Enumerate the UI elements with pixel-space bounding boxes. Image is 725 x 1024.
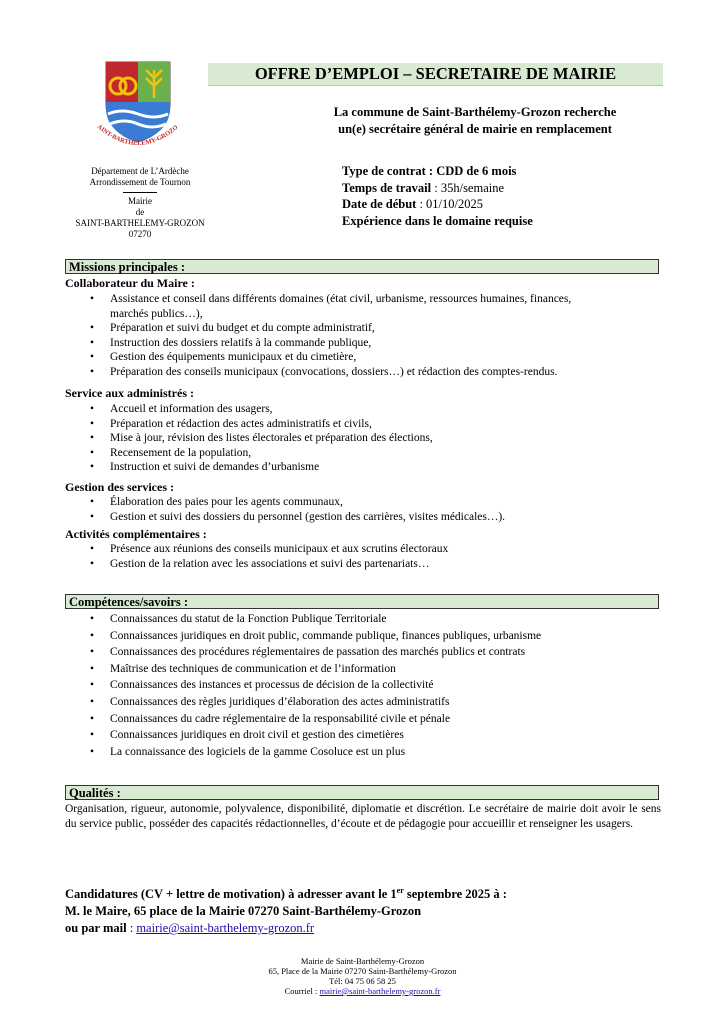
list-item: • La connaissance des logiciels de la gamme Cosoluce est un plus <box>90 745 406 758</box>
experience-required: Expérience dans le domaine requise <box>342 213 533 228</box>
footer-courriel-label: Courriel : <box>284 986 320 996</box>
list-item: • Gestion et suivi des dossiers du personnel (gestion des carrières, visites médicales…). <box>90 510 506 523</box>
start-date-value: : 01/10/2025 <box>416 197 483 211</box>
list-item: • Maîtrise des techniques de communication et de l’information <box>90 662 396 675</box>
qualites-text: Organisation, rigueur, autonomie, polyvalence, disponibilité, diplomatie et discrétion. Le secrétaire de mairie doit avoir le sens du service public, posséder des capacités rédactionnelles, d’écoute et de pédagogie pour accueillir et renseigner les usagers. <box>65 803 661 830</box>
commune-name: SAINT-BARTHELEMY-GROZON <box>75 218 205 228</box>
postal-code: 07270 <box>128 229 152 239</box>
divider <box>123 192 157 193</box>
footer-line-2: 65, Place de la Mairie 07270 Saint-Barthélemy-Grozon <box>268 966 457 976</box>
list-item: • Connaissances des instances et processus de décision de la collectivité <box>90 679 434 692</box>
mail-separator: : <box>126 921 137 936</box>
group-title: Service aux administrés : <box>65 386 194 400</box>
mairie-label: Mairie <box>128 196 152 206</box>
footer-phone: Tél: 04 75 06 58 25 <box>329 976 396 986</box>
commune-crest-logo <box>92 58 184 158</box>
list-item: • Accueil et information des usagers, <box>90 403 273 415</box>
group-title: Collaborateur du Maire : <box>65 276 195 290</box>
candidature-address: M. le Maire, 65 place de la Mairie 07270 Saint-Barthélemy-Grozon <box>65 904 422 919</box>
issuing-authority <box>40 166 240 240</box>
department: Département de L’Ardèche <box>91 166 189 176</box>
list-item: • Préparation et rédaction des actes administratifs et civils, <box>90 417 372 430</box>
crest-text: AINT-BARTHÉLEMY-GROZO <box>95 123 180 148</box>
missions-list-services <box>65 495 665 524</box>
list-item: • Instruction des dossiers relatifs à la commande publique, <box>90 336 372 349</box>
page-title: OFFRE D’EMPLOI – SECRETAIRE DE MAIRIE <box>208 63 663 86</box>
competences-list <box>65 611 665 760</box>
missions-list-activites <box>65 542 665 571</box>
list-item: • Instruction et suivi de demandes d’urbanisme <box>90 461 320 473</box>
candidature-line-1-end: septembre 2025 à : <box>403 887 507 902</box>
list-item: • Connaissances du cadre réglementaire de la responsabilité civile et pénale <box>90 712 451 725</box>
missions-heading: Missions principales : <box>65 259 659 274</box>
list-item: • Connaissances des règles juridiques d’élaboration des actes administratifs <box>90 695 450 708</box>
missions-list-administres <box>65 402 665 475</box>
start-date-label: Date de début <box>342 197 417 211</box>
list-item: • Connaissances du statut de la Fonction Publique Territoriale <box>90 613 387 625</box>
list-item: • Mise à jour, révision des listes électorales et préparation des élections, <box>90 432 433 444</box>
superscript-er: er <box>396 886 404 895</box>
candidature-line-1: Candidatures (CV + lettre de motivation) à adresser avant le 1 <box>65 887 397 902</box>
footer <box>200 956 525 996</box>
qualites-heading: Qualités : <box>65 785 659 800</box>
list-item: • Gestion des équipements municipaux et du cimetière, <box>90 351 357 363</box>
group-title: Gestion des services : <box>65 480 174 494</box>
footer-email-link[interactable]: mairie@saint-barthelemy-grozon.fr <box>319 986 441 996</box>
group-title: Activités complémentaires : <box>65 527 207 541</box>
competences-heading: Compétences/savoirs : <box>65 594 659 609</box>
list-item: • Présence aux réunions des conseils municipaux et aux scrutins électoraux <box>90 543 449 555</box>
list-item-continuation: marchés publics…), <box>110 307 203 320</box>
contract-details <box>342 163 533 229</box>
candidature-block <box>65 882 507 937</box>
work-time-value: : 35h/semaine <box>431 180 505 195</box>
mail-label: ou par mail <box>65 921 127 936</box>
list-item: • Connaissances juridiques en droit civil et gestion des cimetières <box>90 729 404 742</box>
list-item: • Recensement de la population, <box>90 446 252 459</box>
intro-line-2: un(e) secrétaire général de mairie en remplacement <box>338 122 612 136</box>
footer-line-1: Mairie de Saint-Barthélemy-Grozon <box>300 956 425 966</box>
list-item: • Gestion de la relation avec les associations et suivi des partenariats… <box>90 557 430 570</box>
list-item: • Préparation et suivi du budget et du compte administratif, <box>90 322 375 334</box>
email-link[interactable]: mairie@saint-barthelemy-grozon.fr <box>136 921 315 936</box>
list-item: • Assistance et conseil dans différents domaines (état civil, urbanisme, ressources humaines, finances, marchés publics…), <box>90 293 572 320</box>
intro-line-1: La commune de Saint-Barthélemy-Grozon recherche <box>333 105 617 119</box>
list-item: • Élaboration des paies pour les agents communaux, <box>90 496 343 508</box>
intro <box>250 104 700 138</box>
list-item: • Connaissances juridiques en droit public, commande publique, finances publiques, urbanisme <box>90 629 542 642</box>
de-label: de <box>135 207 145 217</box>
work-time-label: Temps de travail <box>342 180 432 195</box>
list-item: • Préparation des conseils municipaux (convocations, dossiers…) et rédaction des comptes-rendus. <box>90 365 558 378</box>
contract-type: Type de contrat : CDD de 6 mois <box>342 164 517 178</box>
list-item: • Connaissances des procédures réglementaires de passation des marchés publics et contrats <box>90 646 526 659</box>
arrondissement: Arrondissement de Tournon <box>89 177 191 187</box>
missions-list-maire <box>65 292 665 379</box>
